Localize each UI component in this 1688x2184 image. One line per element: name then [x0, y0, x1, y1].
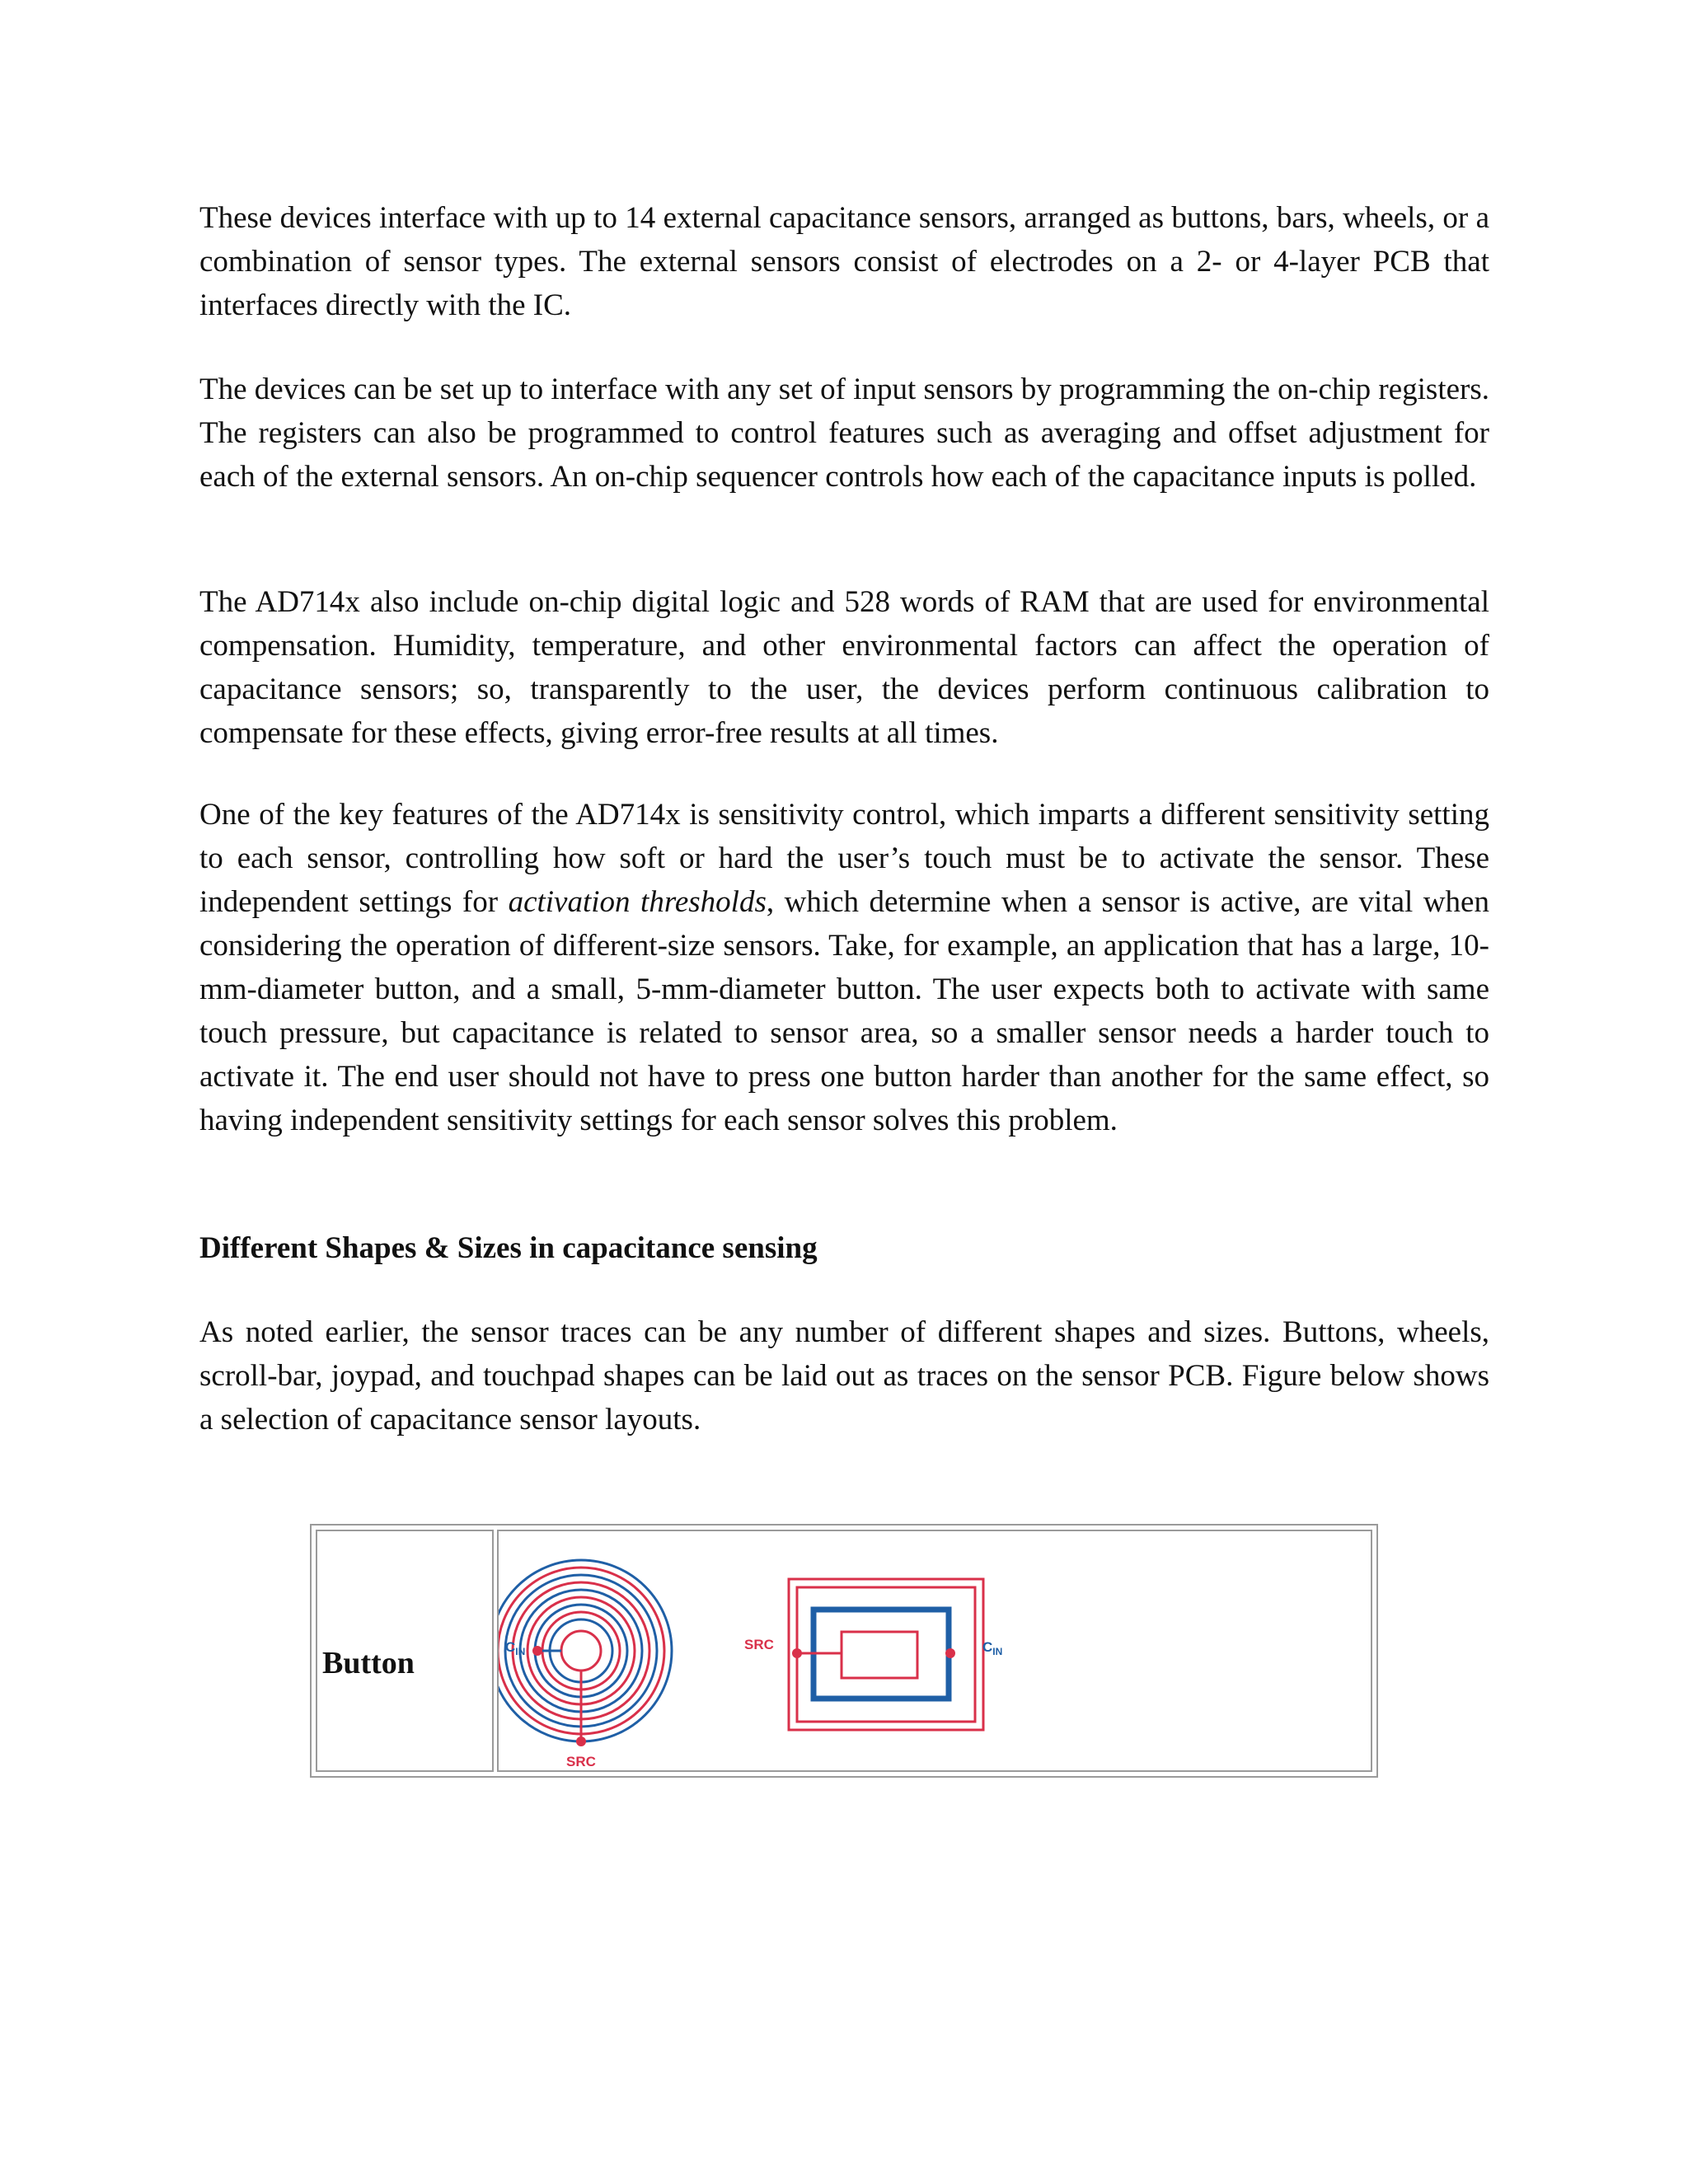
paragraph-text-before: One of the key features of the AD714x is sensitivity control, which imparts a different sensitivity setting to each sensor, controlling how soft or hard the user’s touch must be to activate the sensor. These independent settings for — [199, 798, 1489, 919]
paragraph-register-setup: The devices can be set up to interface with any set of input sensors by programming the on-chip registers. The registers can also be programmed to control features such as averaging and offset adjustment for each of the external sensors. An on-chip sequencer controls how each of the capacitance inputs is polled. — [199, 373, 1489, 494]
sensor-ring-center — [561, 1631, 601, 1671]
emphasis-activation-thresholds: activation thresholds — [508, 885, 767, 919]
center-red-pad — [842, 1632, 917, 1678]
paragraph-sensor-interface: These devices interface with up to 14 external capacitance sensors, arranged as buttons, bars, wheels, or a combination of sensor types. The external sensors consist of electrodes on a 2- or 4-layer PCB that interfaces directly with the IC. — [199, 201, 1489, 322]
cin-label-right: $C_{IN}$ — [982, 1639, 1003, 1657]
sensor-layout-table — [310, 1524, 1378, 1778]
button-sensor-diagram-cell — [497, 1530, 1372, 1772]
section-heading: Different Shapes & Sizes in capacitance sensing — [199, 1231, 818, 1265]
paragraph-sensitivity-control — [199, 793, 1489, 1142]
src-label-bottom: SRC — [566, 1754, 596, 1769]
row-label-button: Button — [322, 1646, 415, 1680]
cin-connection-dot — [532, 1646, 542, 1656]
src-connection-dot-rect — [792, 1648, 802, 1658]
cin-label-left: $C_{IN}$ — [505, 1639, 526, 1657]
rectangular-button-sensor — [789, 1579, 983, 1730]
table-row-label-cell — [316, 1530, 494, 1772]
paragraph-environmental-compensation: The AD714x also include on-chip digital logic and 528 words of RAM that are used for environmental compensation. Humidity, temperature, and other environmental factors can affect the operation of capacitance sensors; so, transparently to the user, the devices perform continuous calibration to compensate for these effects, giving error-free results at all times. — [199, 585, 1489, 750]
paragraph-sensor-shapes: As noted earlier, the sensor traces can be any number of different shapes and sizes. Buttons, wheels, scroll-bar, joypad, and touchpad shapes can be laid out as traces on the sensor PCB. Figure below shows a selection of capacitance sensor layouts. — [199, 1315, 1489, 1436]
paragraph-text-after: , which determine when a sensor is active, are vital when considering the operation of different-size sensors. Take, for example, an application that has a large, 10-mm-diameter button, and a small, 5-mm-diameter button. The user expects both to activate with same touch pressure, but capacitance is related to sensor area, so a smaller sensor needs a harder touch to activate it. The end user should not have to press one button harder than another for the same effect, so having independent sensitivity settings for each sensor solves this problem. — [199, 885, 1489, 1137]
src-connection-dot — [576, 1736, 586, 1746]
button-sensor-diagram — [499, 1531, 1376, 1770]
cin-connection-dot-rect — [945, 1648, 955, 1658]
src-label-left: SRC — [744, 1637, 774, 1652]
